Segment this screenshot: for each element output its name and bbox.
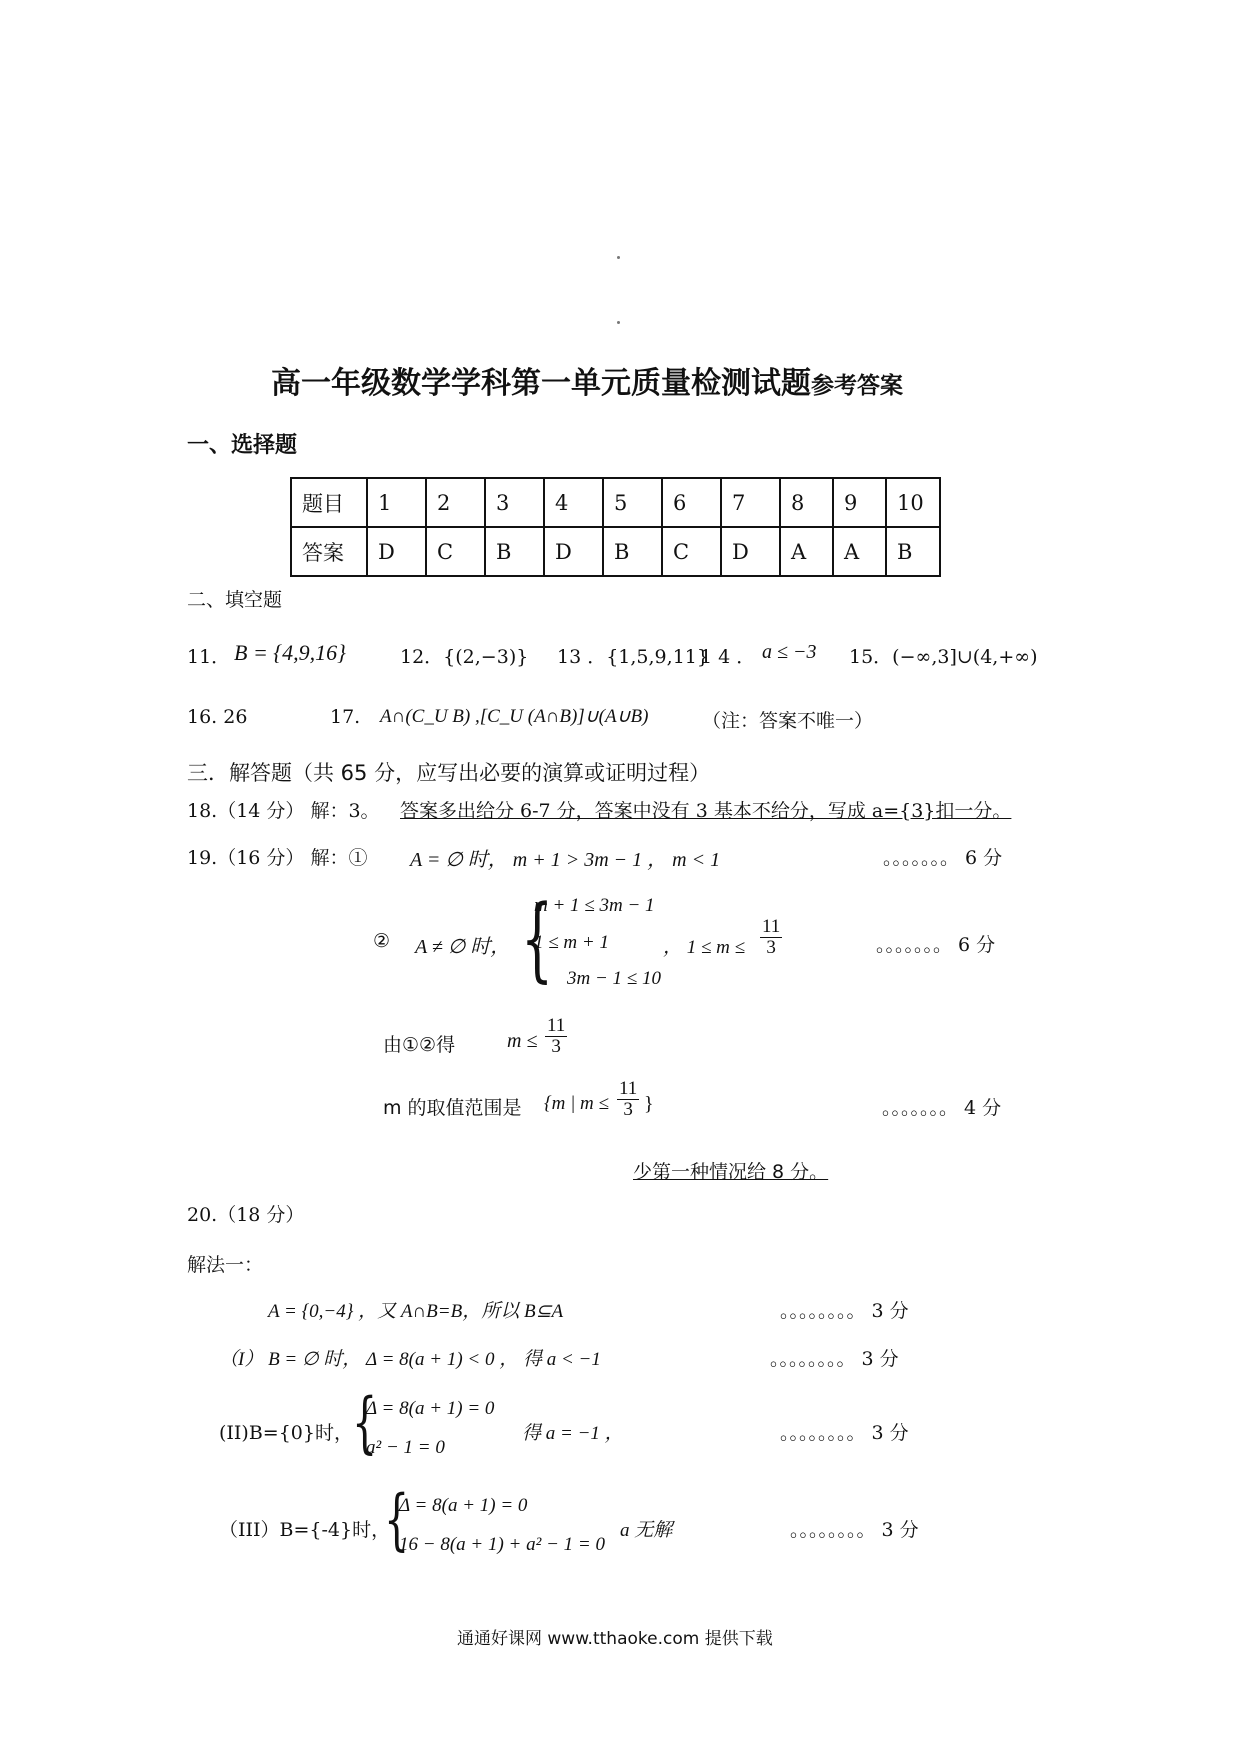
table-cell: 4 — [544, 478, 603, 527]
q20-case3-result: a 无解 — [620, 1520, 673, 1541]
q19-system-line2: 1 ≤ m + 1 — [534, 932, 609, 953]
table-cell: 5 — [603, 478, 662, 527]
q20-method-label: 解法一： — [187, 1254, 264, 1276]
table-row-label: 答案 — [291, 527, 367, 576]
table-row-label: 题目 — [291, 478, 367, 527]
q15-answer: 15．(−∞,3]∪(4,+∞) — [849, 646, 1038, 668]
system-brace: { — [384, 1481, 410, 1558]
fraction-denominator: 3 — [623, 1099, 633, 1120]
title-suffix: 参考答案 — [811, 372, 903, 399]
fraction-11-over-3 — [617, 1079, 639, 1120]
q11-answer: B = {4,9,16} — [234, 640, 346, 665]
q19-range-close: } — [644, 1093, 654, 1115]
table-cell: A — [833, 527, 886, 576]
q20-case2-result: 得 a = −1 ， — [522, 1423, 624, 1444]
q14-number: 1 4 ． — [700, 646, 756, 668]
q17-number: 17. — [330, 706, 361, 728]
q19-system-line1: m + 1 ≤ 3m − 1 — [534, 895, 655, 916]
table-cell: D — [367, 527, 426, 576]
table-cell: C — [662, 527, 721, 576]
table-cell: 6 — [662, 478, 721, 527]
q19-score3: 。。。。。。。 4 分 — [882, 1097, 1002, 1119]
q19-grading-note: 少第一种情况给 8 分。 — [633, 1161, 829, 1183]
q20-case2-label: (II)B={0}时， — [219, 1422, 353, 1444]
table-cell: 8 — [780, 478, 833, 527]
table-cell: 3 — [485, 478, 544, 527]
q19-combine-math: m ≤ — [507, 1030, 538, 1052]
q20-score3: 。。。。。。。。 3 分 — [780, 1422, 909, 1444]
fraction-11-over-3 — [545, 1016, 567, 1057]
table-cell: 7 — [721, 478, 780, 527]
table-cell: 9 — [833, 478, 886, 527]
table-cell: B — [485, 527, 544, 576]
fraction-numerator: 11 — [619, 1078, 638, 1099]
q20-case3-system-line1: Δ = 8(a + 1) = 0 — [399, 1495, 528, 1516]
table-cell: A — [780, 527, 833, 576]
q17-answer: A∩(C_U B) ,[C_U (A∩B)]∪(A∪B) — [380, 706, 649, 727]
table-cell: C — [426, 527, 485, 576]
q11-number: 11． — [187, 646, 231, 668]
fraction-numerator: 11 — [762, 916, 781, 937]
q19-range-math: {m | m ≤ — [544, 1093, 609, 1114]
q17-note: （注：答案不唯一） — [702, 710, 874, 732]
scan-speck — [617, 256, 620, 259]
section-heading-fill: 二、填空题 — [187, 589, 283, 611]
q19-score1: 。。。。。。。 6 分 — [883, 847, 1003, 869]
q14-answer: a ≤ −3 — [762, 641, 817, 663]
q20-case3-label: （III）B={-4}时， — [219, 1519, 391, 1541]
table-cell: D — [721, 527, 780, 576]
q18-prefix: 18.（14 分） 解：3。 — [187, 800, 380, 822]
page-footer: 通通好课网 www.tthaoke.com 提供下载 — [457, 1629, 773, 1649]
q19-case1: A = ∅ 时， m + 1 > 3m − 1 ， m < 1 — [410, 849, 721, 871]
q20-score4: 。。。。。。。。 3 分 — [790, 1519, 919, 1541]
q20-case1: （I） B = ∅ 时， Δ = 8(a + 1) < 0 ， 得 a < −1 — [219, 1349, 601, 1370]
section-heading-solve: 三．解答题（共 65 分，应写出必要的演算或证明过程） — [187, 761, 711, 785]
fraction-11-over-3 — [760, 917, 782, 958]
q20-score2: 。。。。。。。。 3 分 — [770, 1348, 899, 1370]
system-brace: { — [521, 885, 554, 992]
scan-speck — [617, 321, 620, 324]
system-brace: { — [352, 1384, 378, 1461]
q19-system-line3: 3m − 1 ≤ 10 — [567, 968, 661, 989]
table-cell: D — [544, 527, 603, 576]
answer-table — [290, 477, 941, 577]
q19-case2-condition: A ≠ ∅ 时， — [415, 936, 511, 958]
title-main: 高一年级数学学科第一单元质量检测试题 — [271, 366, 811, 401]
q19-range-text: m 的取值范围是 — [383, 1097, 522, 1119]
q20-score1: 。。。。。。。。 3 分 — [780, 1300, 909, 1322]
q20-case2-system-line2: a² − 1 = 0 — [366, 1437, 445, 1458]
q13-answer: 13 ．{1,5,9,11} — [557, 646, 709, 668]
q20-case3-system-line2: 16 − 8(a + 1) + a² − 1 = 0 — [399, 1534, 605, 1555]
section-heading-choice: 一、选择题 — [187, 433, 298, 458]
q19-prefix: 19.（16 分） 解：① — [187, 847, 368, 869]
table-cell: 2 — [426, 478, 485, 527]
table-cell: B — [603, 527, 662, 576]
fraction-denominator: 3 — [766, 937, 776, 958]
q19-case2-label: ② — [373, 930, 391, 952]
page-title — [271, 358, 903, 402]
table-cell: B — [886, 527, 940, 576]
q16-answer: 16. 26 — [187, 706, 248, 728]
q20-header: 20.（18 分） — [187, 1204, 305, 1226]
q20-case2-system-line1: Δ = 8(a + 1) = 0 — [366, 1398, 495, 1419]
table-cell: 10 — [886, 478, 940, 527]
q18-grading-note: 答案多出给分 6-7 分，答案中没有 3 基本不给分，写成 a={3}扣一分。 — [400, 800, 1012, 822]
q12-answer: 12．{(2,−3)} — [400, 646, 529, 668]
q19-combine-text: 由①②得 — [383, 1034, 456, 1056]
q19-case2-result: ， 1 ≤ m ≤ — [663, 937, 746, 958]
table-row — [291, 478, 940, 527]
fraction-denominator: 3 — [551, 1036, 561, 1057]
q20-line1: A = {0,−4} ，又 A∩B=B，所以 B⊆A — [268, 1301, 564, 1322]
fraction-numerator: 11 — [547, 1015, 566, 1036]
table-row — [291, 527, 940, 576]
table-cell: 1 — [367, 478, 426, 527]
q19-score2: 。。。。。。。 6 分 — [876, 934, 996, 956]
